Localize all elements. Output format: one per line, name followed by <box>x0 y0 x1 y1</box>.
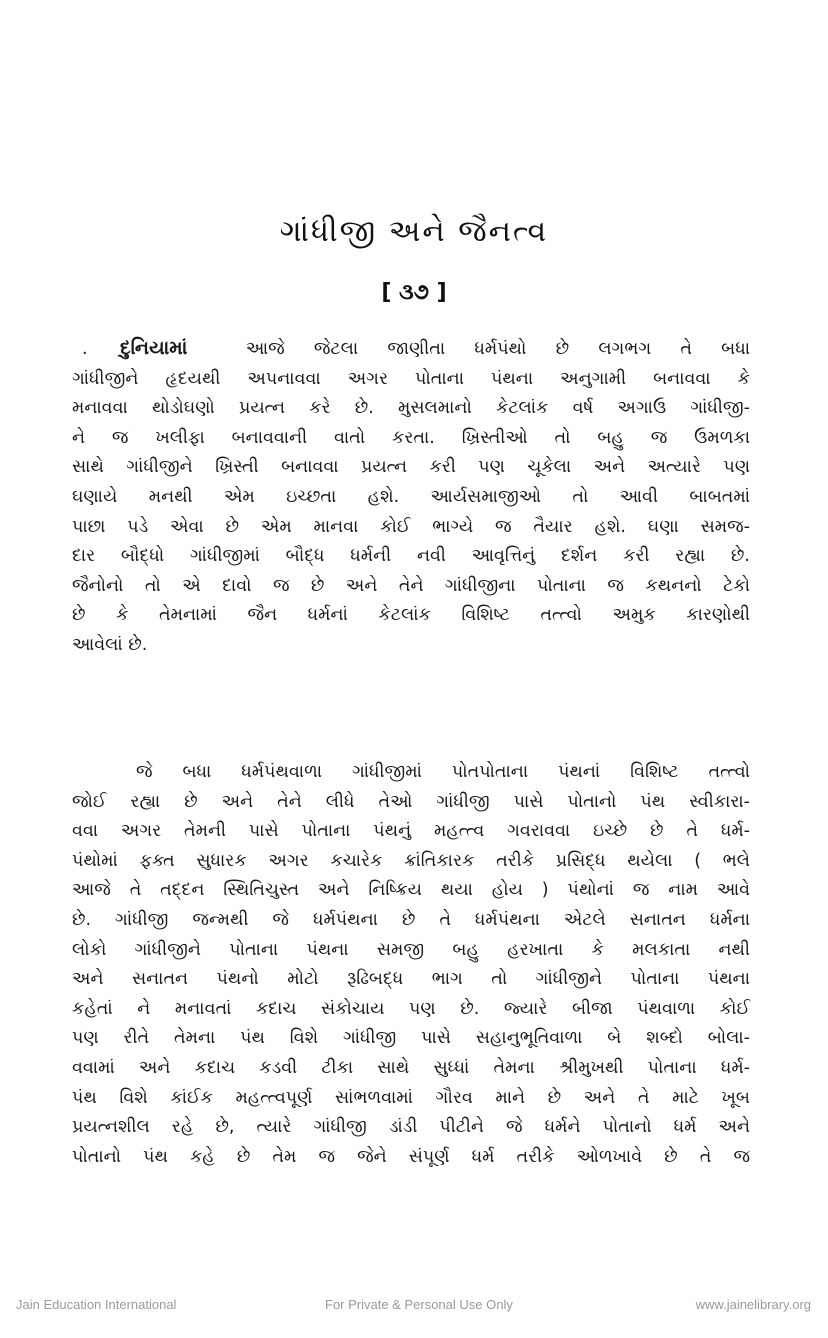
text-line: પાછા પડે એવા છે એમ માનવા કોઈ ભાગ્યે જ તૈયાર હશે. ઘણા સમજ- <box>72 516 750 537</box>
chapter-number: [ ૩૭ ] <box>381 280 447 305</box>
text-line: છે. ગાંધીજી જન્મથી જે ધર્મપંથના છે તે ધર્મપંથના એટલે સનાતન ધર્મના <box>72 909 750 930</box>
text-line: મનાવવા થોડોઘણો પ્રયત્ન કરે છે. મુસલમાનો કેટલાંક વર્ષ અગાઉ ગાંધીજી- <box>72 398 750 419</box>
lead-mark: . <box>82 339 88 359</box>
paragraph-1 <box>72 334 750 661</box>
text-line: આજે તે તદ્દન સ્થિતિચુસ્ત અને નિષ્ક્રિય થયા હોય ) પંથોનાં જ નામ આવે <box>72 880 750 901</box>
text-line: પંથ વિશે કાંઈક મહત્ત્વપૂર્ણ સાંભળવામાં ગૌરવ માને છે અને તે માટે ખૂબ <box>72 1087 750 1108</box>
text-line: પંથોમાં ફક્ત સુધારક અગર કચારેક ક્રાંતિકારક તરીકે પ્રસિદ્ધ થયેલા ( ભલે <box>72 850 750 871</box>
text-line: છે કે તેમનામાં જૈન ધર્મનાં કેટલાંક વિશિષ્ટ તત્ત્વો અમુક કારણોથી <box>72 605 750 626</box>
page-title: ગાંધીજી અને જૈનત્વ <box>279 214 549 249</box>
lead-word: દુનિયામાં <box>120 337 188 359</box>
paragraph-2 <box>72 758 750 1172</box>
text-line: વવામાં અને કદાચ કડવી ટીકા સાથે સુધ્ધાં તેમના શ્રીમુખથી પોતાના ધર્મ- <box>72 1057 750 1078</box>
text-line: લોકો ગાંધીજીને પોતાના પંથના સમજી બહુ હરખાતા કે મલકાતા નથી <box>72 939 750 960</box>
text-line: . દુનિયામાં આજે જેટલા જાણીતા ધર્મપંથો છે લગભગ તે બધા <box>72 334 750 365</box>
footer-publisher: Jain Education International <box>16 1297 177 1312</box>
footer-website-link[interactable]: www.jainelibrary.org <box>695 1297 811 1312</box>
text-line: વવા અગર તેમની પાસે પોતાના પંથનું મહત્ત્વ ગવરાવવા ઇચ્છે છે તે ધર્મ- <box>72 821 750 842</box>
text-line: દાર બૌદ્ધો ગાંધીજીમાં બૌદ્ધ ધર્મની નવી આવૃત્તિનું દર્શન કરી રહ્યા છે. <box>72 546 750 567</box>
text-line: જે બધા ધર્મપંથવાળા ગાંધીજીમાં પોતપોતાના પંથનાં વિશિષ્ટ તત્ત્વો <box>136 762 750 782</box>
text-line: જોઈ રહ્યા છે અને તેને લીધે તેઓ ગાંધીજી પાસે પોતાનો પંથ સ્વીકારા- <box>72 791 750 812</box>
text-line: પ્રયત્નશીલ રહે છે, ત્યારે ગાંધીજી ડાંડી પીટીને જે ધર્મને પોતાનો ધર્મ અને <box>72 1117 750 1138</box>
text-line: આવેલાં છે. <box>72 634 148 655</box>
text-line: જૈનોનો તો એ દાવો જ છે અને તેને ગાંધીજીના પોતાના જ કથનનો ટેકો <box>72 575 750 596</box>
text-line: ગાંધીજીને હૃદયથી અપનાવવા અગર પોતાના પંથના અનુગામી બનાવવા કે <box>72 368 750 389</box>
text-line: પોતાનો પંથ કહે છે તેમ જ જેને સંપૂર્ણ ધર્મ તરીકે ઓળખાવે છે તે જ <box>72 1146 750 1167</box>
text-line: અને સનાતન પંથનો મોટો રૂઢિબદ્ધ ભાગ તો ગાંધીજીને પોતાના પંથના <box>72 969 750 990</box>
text-line: પણ રીતે તેમના પંથ વિશે ગાંધીજી પાસે સહાનુભૂતિવાળા બે શબ્દો બોલા- <box>72 1028 750 1049</box>
text-line: ઘણાયે મનથી એમ ઇચ્છતા હશે. આર્યસમાજીઓ તો આવી બાબતમાં <box>72 486 750 507</box>
footer-usage-notice: For Private & Personal Use Only <box>325 1297 513 1312</box>
text-line: ને જ ખલીફા બનાવવાની વાતો કરતા. ખ્રિસ્તીઓ તો બહુ જ ઉમળકા <box>72 427 750 448</box>
text-line: કહેતાં ને મનાવતાં કદાચ સંકોચાય પણ છે. જ્યારે બીજા પંથવાળા કોઈ <box>72 998 750 1019</box>
text-line: સાથે ગાંધીજીને ખ્રિસ્તી બનાવવા પ્રયત્ન કરી પણ ચૂકેલા અને અત્યારે પણ <box>72 457 750 478</box>
page-footer <box>0 1297 828 1317</box>
